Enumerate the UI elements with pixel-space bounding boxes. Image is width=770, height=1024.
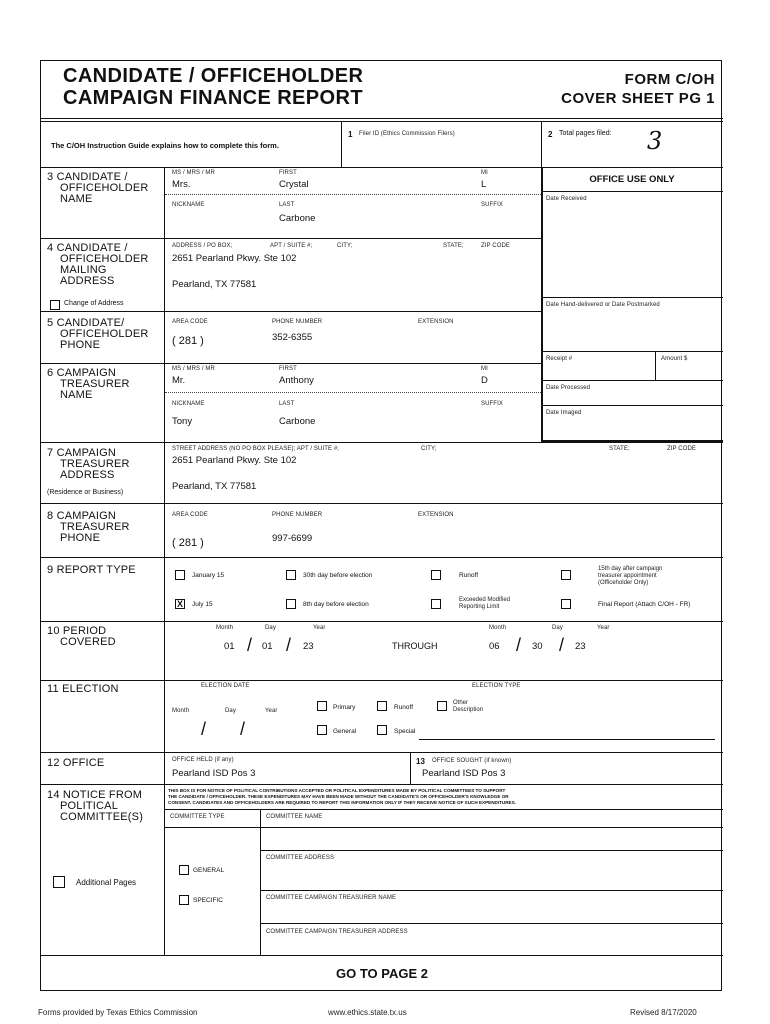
s4-zip-label: ZIP CODE	[481, 243, 511, 249]
office-held-label: OFFICE HELD (if any)	[172, 757, 234, 763]
report-8th-day-checkbox[interactable]	[286, 599, 296, 609]
election-description-label: Description	[453, 707, 484, 713]
additional-pages-checkbox[interactable]	[53, 876, 65, 888]
report-runoff-label: Runoff	[459, 572, 479, 579]
s3-last-label: LAST	[279, 202, 295, 208]
report-exceeded-label-2: Reporting Limit	[459, 604, 500, 610]
s3-suffix-label: SUFFIX	[481, 202, 503, 208]
footer-website[interactable]: www.ethics.state.tx.us	[328, 1008, 407, 1017]
amount-label: Amount $	[661, 356, 688, 362]
date-separator: /	[516, 635, 522, 655]
committee-general-label: GENERAL	[193, 867, 225, 874]
s10-to-year-label: Year	[597, 625, 610, 631]
date-received-label: Date Received	[546, 196, 587, 202]
date-separator: /	[240, 719, 246, 739]
section-6-label: 6 CAMPAIGN	[47, 367, 117, 379]
election-type-label: ELECTION TYPE	[472, 683, 521, 689]
s10-to-month-label: Month	[489, 625, 507, 631]
s10-from-month-label: Month	[216, 625, 234, 631]
election-runoff-checkbox[interactable]	[377, 701, 387, 711]
footer-revised: Revised 8/17/2020	[630, 1008, 697, 1017]
candidate-address-line2[interactable]: Pearland, TX 77581	[172, 279, 257, 290]
period-to-day-field[interactable]: 30	[532, 641, 543, 652]
date-separator: /	[201, 719, 207, 739]
report-exceeded-label-1: Exceeded Modified	[459, 597, 511, 603]
s8-area-label: AREA CODE	[172, 512, 208, 518]
candidate-mi-field[interactable]: L	[481, 179, 487, 190]
election-special-label: Special	[394, 728, 416, 735]
s11-month-label: Month	[172, 708, 190, 714]
form-page-label: COVER SHEET PG 1	[561, 90, 715, 107]
s7-zip-label: ZIP CODE	[667, 446, 697, 452]
s4-address-label: ADDRESS / PO BOX;	[172, 243, 233, 249]
section-7-label-2: TREASURER	[60, 458, 130, 470]
report-final-label: Final Report (Attach C/OH - FR)	[598, 601, 691, 608]
campaign-finance-form	[40, 60, 722, 991]
report-jul15-checkbox[interactable]: X	[176, 599, 183, 609]
period-to-year-field[interactable]: 23	[575, 641, 586, 652]
office-sought-field[interactable]: Pearland ISD Pos 3	[422, 768, 506, 779]
section-11-label: 11 ELECTION	[47, 683, 119, 695]
election-other-checkbox[interactable]	[437, 701, 447, 711]
date-processed-label: Date Processed	[546, 385, 591, 391]
election-general-label: General	[333, 728, 357, 735]
treasurer-phone-field[interactable]: 997-6699	[272, 533, 313, 544]
candidate-last-name-field[interactable]: Carbone	[279, 213, 316, 224]
treasurer-address-line2[interactable]: Pearland, TX 77581	[172, 481, 257, 492]
report-15th-day-label-3: (Officeholder Only)	[598, 580, 649, 586]
committee-specific-label: SPECIFIC	[193, 897, 223, 904]
candidate-area-code-field[interactable]: ( 281 )	[172, 335, 204, 347]
section-4-label: 4 CANDIDATE /	[47, 242, 128, 254]
s8-extension-label: EXTENSION	[418, 512, 454, 518]
election-runoff-label: Runoff	[394, 704, 414, 711]
through-label: THROUGH	[392, 641, 438, 651]
total-pages-value[interactable]: 3	[647, 127, 663, 155]
treasurer-last-name-field[interactable]: Carbone	[279, 416, 316, 427]
section-4-label-3: MAILING	[60, 264, 107, 276]
date-separator: /	[559, 635, 565, 655]
notice-line-1: THIS BOX IS FOR NOTICE OF POLITICAL CONTRIBUTIONS ACCEPTED OR POLITICAL EXPENDITURES MADE BY POLITICAL COMMITTEES TO SUPPORT	[168, 788, 506, 793]
date-separator: /	[247, 635, 253, 655]
s10-from-year-label: Year	[313, 625, 326, 631]
instruction-note: The C/OH Instruction Guide explains how to complete this form.	[51, 141, 279, 150]
notice-line-3: CONSENT. CANDIDATES AND OFFICEHOLDERS ARE REQUIRED TO REPORT THIS INFORMATION ONLY IF THEY RECEIVE NOTICE OF SUCH EXPENDITURES.	[168, 800, 516, 805]
s10-to-day-label: Day	[552, 625, 563, 631]
section-10-label: 10 PERIOD	[47, 625, 107, 637]
period-from-month-field[interactable]: 01	[224, 641, 235, 652]
s11-day-label: Day	[225, 708, 236, 714]
report-15th-day-label-1: 15th day after campaign	[598, 566, 663, 572]
s3-nickname-label: NICKNAME	[172, 202, 205, 208]
form-title-line1: CANDIDATE / OFFICEHOLDER	[63, 65, 364, 87]
s6-mi-label: MI	[481, 366, 488, 372]
committee-address-label: COMMITTEE ADDRESS	[266, 855, 335, 861]
section-3-label-2: OFFICEHOLDER	[60, 182, 149, 194]
s4-city-label: CITY;	[337, 243, 353, 249]
s6-last-label: LAST	[279, 401, 295, 407]
section-8-label-3: PHONE	[60, 532, 101, 544]
date-separator: /	[286, 635, 292, 655]
report-runoff-checkbox[interactable]	[431, 570, 441, 580]
election-special-checkbox[interactable]	[377, 725, 387, 735]
section-14-label-3: COMMITTEE(S)	[60, 811, 144, 823]
s3-ms-label: MS / MRS / MR	[172, 170, 215, 176]
section-7-label-4: (Residence or Business)	[47, 489, 124, 496]
office-sought-label: OFFICE SOUGHT (if known)	[432, 758, 512, 764]
receipt-label: Receipt #	[546, 356, 573, 362]
election-other-label: Other	[453, 700, 469, 706]
report-30th-day-checkbox[interactable]	[286, 570, 296, 580]
office-use-title: OFFICE USE ONLY	[589, 174, 675, 185]
candidate-title-field[interactable]: Mrs.	[172, 179, 191, 190]
notice-text	[168, 788, 721, 806]
s3-first-label: FIRST	[279, 170, 297, 176]
s3-mi-label: MI	[481, 170, 488, 176]
election-date-label: ELECTION DATE	[201, 683, 250, 689]
s5-extension-label: EXTENSION	[418, 319, 454, 325]
committee-specific-checkbox[interactable]	[179, 895, 189, 905]
notice-line-2: THE CANDIDATE / OFFICEHOLDER. THESE EXPENDITURES MAY HAVE BEEN MADE WITHOUT THE CANDIDATE'S OR OFFICEHOLDER'S KNOWLEDGE OR	[168, 794, 509, 799]
s6-nickname-label: NICKNAME	[172, 401, 205, 407]
section-7-label-3: ADDRESS	[60, 469, 115, 481]
section-10-label-2: COVERED	[60, 636, 116, 648]
office-held-field[interactable]: Pearland ISD Pos 3	[172, 768, 256, 779]
election-general-checkbox[interactable]	[317, 725, 327, 735]
section-5-label-3: PHONE	[60, 339, 101, 351]
go-to-page-2: GO TO PAGE 2	[336, 966, 428, 981]
treasurer-nickname-field[interactable]: Tony	[172, 416, 193, 427]
period-from-day-field[interactable]: 01	[262, 641, 273, 652]
total-pages-label: Total pages filed:	[559, 130, 612, 137]
treasurer-address-line1[interactable]: 2651 Pearland Pkwy. Ste 102	[172, 455, 297, 466]
section-5-label: 5 CANDIDATE/	[47, 317, 125, 329]
section-9-label: 9 REPORT TYPE	[47, 564, 136, 576]
section-4-label-4: ADDRESS	[60, 275, 115, 287]
candidate-first-name-field[interactable]: Crystal	[279, 179, 309, 190]
filer-id-number: 1	[348, 130, 353, 139]
section-12-label: 12 OFFICE	[47, 757, 105, 769]
period-to-month-field[interactable]: 06	[489, 641, 500, 652]
s8-phone-label: PHONE NUMBER	[272, 512, 323, 518]
section-8-label-2: TREASURER	[60, 521, 130, 533]
date-imaged-label: Date Imaged	[546, 410, 582, 416]
s5-area-label: AREA CODE	[172, 319, 208, 325]
treasurer-area-code-field[interactable]: ( 281 )	[172, 537, 204, 549]
report-15th-day-label-2: treasurer appointment	[598, 573, 657, 579]
s7-city-label: CITY;	[421, 446, 437, 452]
form-title-line2: CAMPAIGN FINANCE REPORT	[63, 87, 363, 109]
report-jan15-checkbox[interactable]	[175, 570, 185, 580]
candidate-phone-field[interactable]: 352-6355	[272, 332, 313, 343]
treasurer-mi-field[interactable]: D	[481, 375, 488, 386]
s6-suffix-label: SUFFIX	[481, 401, 503, 407]
committee-treasurer-address-label: COMMITTEE CAMPAIGN TREASURER ADDRESS	[266, 929, 408, 935]
section-14-label: 14 NOTICE FROM	[47, 789, 143, 801]
s7-address-label: STREET ADDRESS (NO PO BOX PLEASE); APT / SUITE #;	[172, 446, 340, 452]
report-8th-day-label: 8th day before election	[303, 601, 369, 608]
treasurer-first-name-field[interactable]: Anthony	[279, 375, 314, 386]
section-5-label-2: OFFICEHOLDER	[60, 328, 149, 340]
s7-state-label: STATE;	[609, 446, 630, 452]
change-of-address-label: Change of Address	[64, 300, 124, 307]
section-3-label: 3 CANDIDATE /	[47, 171, 128, 183]
s6-first-label: FIRST	[279, 366, 297, 372]
section-4-label-2: OFFICEHOLDER	[60, 253, 149, 265]
report-30th-day-label: 30th day before election	[303, 572, 373, 579]
s6-ms-label: MS / MRS / MR	[172, 366, 215, 372]
report-15th-day-checkbox[interactable]	[561, 570, 571, 580]
change-of-address-checkbox[interactable]	[50, 300, 60, 310]
report-jul15-label: July 15	[192, 601, 213, 608]
committee-treasurer-name-label: COMMITTEE CAMPAIGN TREASURER NAME	[266, 895, 397, 901]
election-primary-checkbox[interactable]	[317, 701, 327, 711]
report-jan15-label: January 15	[192, 572, 225, 579]
section-3-label-3: NAME	[60, 193, 93, 205]
section-7-label: 7 CAMPAIGN	[47, 447, 117, 459]
election-primary-label: Primary	[333, 704, 356, 711]
report-exceeded-limit-checkbox[interactable]	[431, 599, 441, 609]
section-14-label-2: POLITICAL	[60, 800, 119, 812]
section-6-label-2: TREASURER	[60, 378, 130, 390]
form-id: FORM C/OH	[624, 71, 715, 88]
committee-type-label: COMMITTEE TYPE	[170, 814, 225, 820]
footer-source: Forms provided by Texas Ethics Commission	[38, 1008, 198, 1017]
total-pages-number: 2	[548, 130, 553, 139]
section-13-number: 13	[416, 757, 425, 766]
candidate-address-line1[interactable]: 2651 Pearland Pkwy. Ste 102	[172, 253, 297, 264]
s4-state-label: STATE;	[443, 243, 464, 249]
s11-year-label: Year	[265, 708, 278, 714]
section-6-label-3: NAME	[60, 389, 93, 401]
s4-apt-label: APT / SUITE #;	[270, 243, 313, 249]
s5-phone-label: PHONE NUMBER	[272, 319, 323, 325]
additional-pages-label: Additional Pages	[76, 878, 137, 887]
period-from-year-field[interactable]: 23	[303, 641, 314, 652]
filer-id-label: Filer ID (Ethics Commission Filers)	[359, 131, 455, 137]
report-final-checkbox[interactable]	[561, 599, 571, 609]
date-hand-delivered-label: Date Hand-delivered or Date Postmarked	[546, 302, 660, 308]
committee-name-label: COMMITTEE NAME	[266, 814, 323, 820]
section-8-label: 8 CAMPAIGN	[47, 510, 117, 522]
s10-from-day-label: Day	[265, 625, 276, 631]
treasurer-title-field[interactable]: Mr.	[172, 375, 186, 386]
committee-general-checkbox[interactable]	[179, 865, 189, 875]
